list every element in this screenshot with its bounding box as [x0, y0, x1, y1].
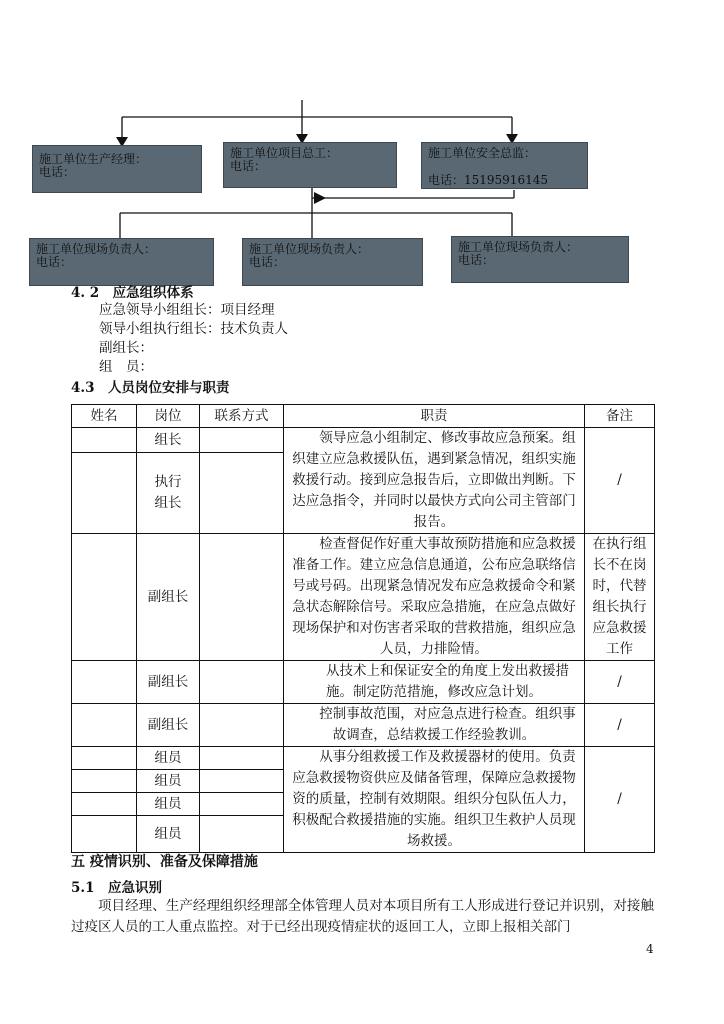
section-5-1-heading: 5.1 应急识别	[71, 880, 162, 896]
site-leader-phone: 电话：	[458, 253, 495, 267]
table-row	[72, 428, 655, 453]
note-cell: /	[585, 428, 655, 534]
table-header-row	[72, 405, 655, 428]
role-cell: 组员	[137, 793, 200, 816]
role-cell: 副组长	[137, 534, 200, 661]
site-leader-phone: 电话：	[36, 255, 73, 269]
safety-director-title: 施工单位安全总监：	[428, 146, 537, 160]
duty-cell: 领导应急小组制定、修改事故应急预案。组织建立应急救援队伍，遇到紧急情况，组织实施救援行动。接到应急报告后，立即做出判断。下达应急指令，并同时以最快方式向公司主管部门报告。	[284, 428, 585, 534]
site-leader-box-1	[29, 238, 214, 286]
page-number: 4	[646, 942, 654, 956]
column-header: 岗位	[137, 405, 200, 428]
note-cell: 在执行组长不在岗时，代替组长执行应急救援工作	[585, 534, 655, 661]
role-cell: 组员	[137, 770, 200, 793]
site-leader-phone: 电话：	[249, 255, 286, 269]
table-row	[72, 704, 655, 747]
chief-engineer-title: 施工单位项目总工：	[230, 146, 339, 160]
column-header: 职责	[284, 405, 585, 428]
chief-engineer-phone: 电话：	[230, 159, 267, 173]
table-row	[72, 661, 655, 704]
members-line: 组 员：	[99, 359, 153, 375]
emergency-leader-line: 应急领导小组组长：项目经理	[99, 302, 275, 318]
duty-cell: 从技术上和保证安全的角度上发出救援措施。制定防范措施，修改应急计划。	[284, 661, 585, 704]
production-manager-title: 施工单位生产经理：	[39, 152, 148, 166]
site-leader-box-2	[242, 238, 423, 286]
role-cell: 副组长	[137, 704, 200, 747]
section-4-2-heading: 4. 2 应急组织体系	[71, 285, 194, 301]
safety-director-box	[421, 142, 588, 189]
site-leader-title: 施工单位现场负责人：	[36, 242, 157, 256]
duty-table	[71, 404, 655, 853]
duty-cell: 从事分组救援工作及救援器材的使用。负责应急救援物资供应及储备管理，保障应急救援物资的质量，控制有效期限。组织分包队伍人力，积极配合救援措施的实施。组织卫生救护人员现场救援。	[284, 747, 585, 853]
site-leader-box-3	[451, 236, 629, 283]
duty-cell: 控制事故范围，对应急点进行检查。组织事故调查，总结救援工作经验教训。	[284, 704, 585, 747]
role-cell: 副组长	[137, 661, 200, 704]
section-5-heading: 五 疫情识别、准备及保障措施	[71, 854, 258, 870]
section-4-3-heading: 4.3 人员岗位安排与职责	[71, 380, 230, 396]
duty-cell: 检查督促作好重大事故预防措施和应急救援准备工作。建立应急信息通道，公布应急联络信号或号码。出现紧急情况发布应急救援命令和紧急状态解除信号。采取应急措施，在应急点做好现场保护和对伤害者采取的营救措施，组织应急人员，力排险情。	[284, 534, 585, 661]
note-cell: /	[585, 704, 655, 747]
column-header: 姓名	[72, 405, 137, 428]
production-manager-phone: 电话：	[39, 165, 76, 179]
table-row	[72, 534, 655, 661]
site-leader-title: 施工单位现场负责人：	[249, 242, 370, 256]
safety-director-phone: 电话：15195916145	[428, 173, 548, 187]
note-cell: /	[585, 661, 655, 704]
exec-leader-line: 领导小组执行组长：技术负责人	[99, 321, 288, 337]
column-header: 联系方式	[200, 405, 284, 428]
role-cell: 组长	[137, 428, 200, 453]
role-cell: 执行组长	[137, 453, 200, 534]
column-header: 备注	[585, 405, 655, 428]
section-5-1-paragraph: 项目经理、生产经理组织经理部全体管理人员对本项目所有工人形成进行登记并识别，对接触过疫区人员的工人重点监控。对于已经出现疫情症状的返回工人，立即上报相关部门	[71, 898, 654, 935]
table-row	[72, 747, 655, 770]
note-cell: /	[585, 747, 655, 853]
role-cell: 组员	[137, 747, 200, 770]
site-leader-title: 施工单位现场负责人：	[458, 240, 579, 254]
role-cell: 组员	[137, 816, 200, 853]
chief-engineer-box	[223, 142, 397, 188]
production-manager-box	[32, 145, 202, 193]
deputy-leader-line: 副组长：	[99, 340, 153, 356]
